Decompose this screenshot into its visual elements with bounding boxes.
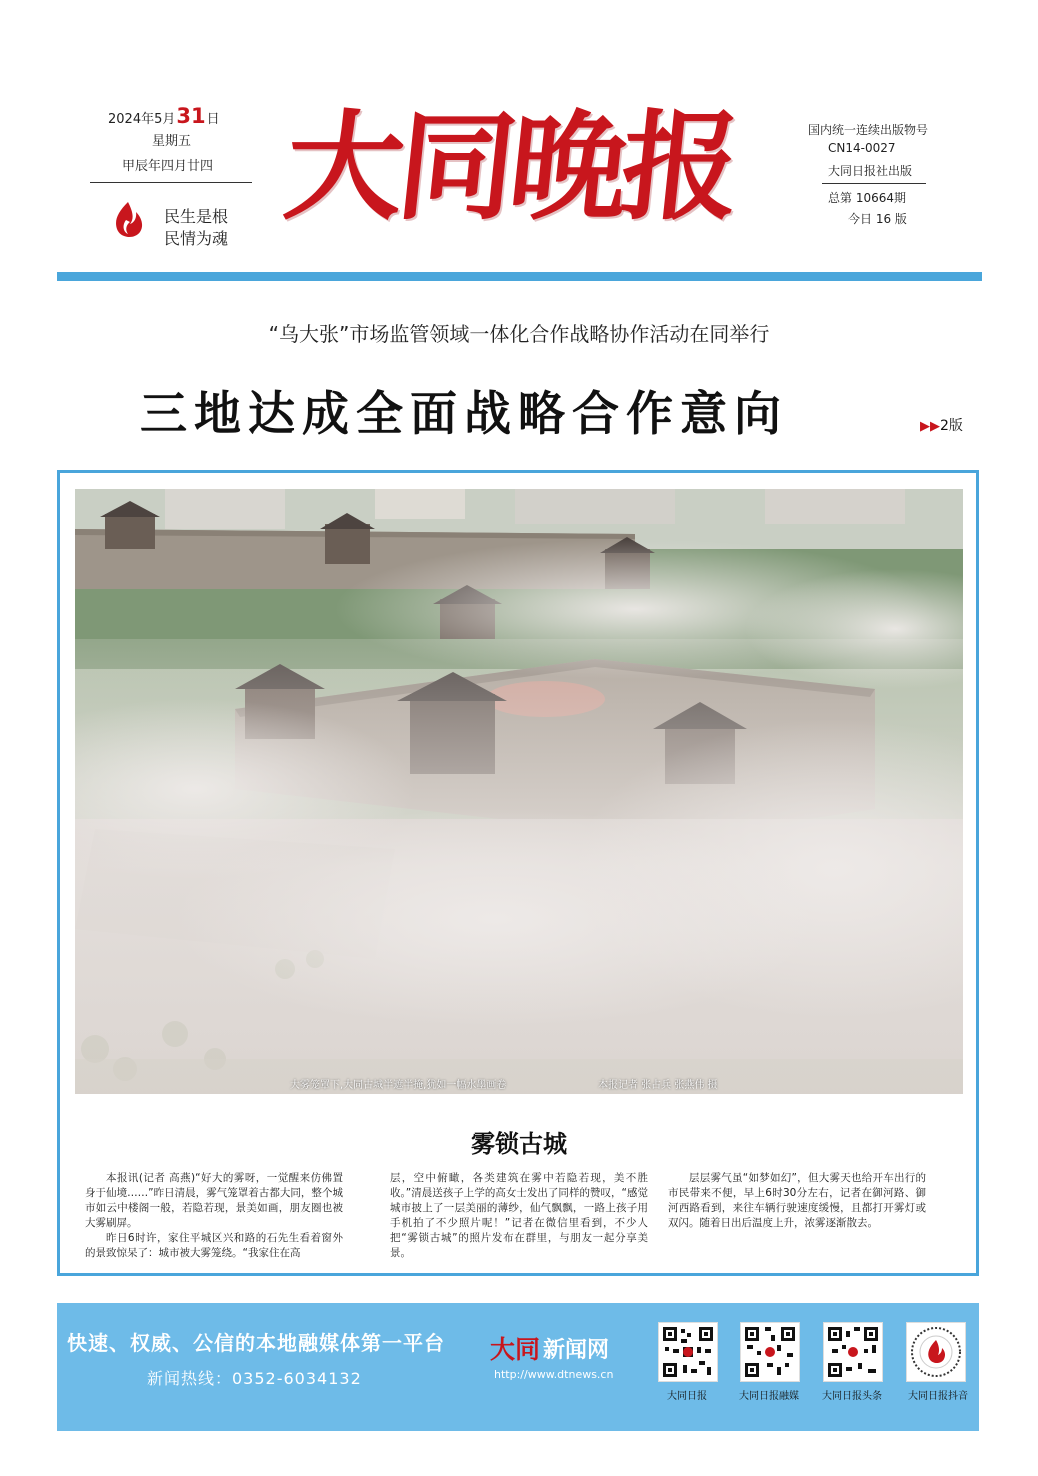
story-paragraph: 本报讯(记者 高燕)“好大的雾呀，一觉醒来仿佛置身于仙境……”昨日清晨，雾气笼罩着古都大同，整个城市如云中楼阁一般，若隐若现，景美如画，朋友圈也被大雾刷屏。: [85, 1172, 343, 1229]
douyin-qr-code-icon[interactable]: [906, 1322, 966, 1382]
photo-caption: 大雾笼罩下,大同古城半遮半掩,犹如一幅水墨画卷: [290, 1080, 507, 1091]
flame-logo-icon: [108, 198, 148, 242]
newspaper-title: 大同晚报: [278, 97, 742, 236]
lead-kicker: “乌大张”市场监管领域一体化合作战略协作活动在同举行: [268, 322, 770, 346]
story-column-1: [85, 1171, 343, 1261]
story-column-3: [668, 1171, 926, 1231]
qr-code-icon[interactable]: [823, 1322, 883, 1382]
qr-label: 大同日报抖音: [908, 1391, 968, 1402]
qr-label: 大同日报融媒: [739, 1391, 799, 1402]
news-hotline: 新闻热线：0352-6034132: [147, 1369, 362, 1388]
page-count: 今日 16 版: [848, 212, 907, 226]
double-arrow-icon: ▶▶: [920, 419, 940, 434]
weekday: 星期五: [152, 134, 192, 149]
photo-credit: 本报记者 张占兵 张燕伟 摄: [598, 1080, 718, 1091]
publisher: 大同日报社出版: [828, 164, 913, 178]
foggy-ancient-city-photo: [75, 489, 963, 1094]
brand-logo-white: 新闻网: [543, 1338, 610, 1363]
website-link[interactable]: http://www.dtnews.cn: [494, 1368, 614, 1381]
date-suffix: 日: [206, 112, 220, 127]
story-column-2: [390, 1171, 648, 1261]
divider: [90, 182, 252, 183]
jump-page: 2版: [940, 418, 963, 434]
banner-slogan: 快速、权威、公信的本地融媒体第一平台: [67, 1331, 445, 1355]
lead-headline: 三地达成全面战略合作意向: [140, 387, 788, 442]
date-prefix: 2024年5月: [108, 112, 176, 127]
story-title: 雾锁古城: [471, 1130, 567, 1158]
divider: [822, 183, 926, 184]
qr-code-icon[interactable]: [740, 1322, 800, 1382]
page-jump-link[interactable]: [920, 415, 963, 435]
qr-code-icon[interactable]: [658, 1322, 718, 1382]
brand-logo-red: 大同: [490, 1335, 541, 1364]
date-day: 31: [176, 104, 206, 128]
masthead-bar: [57, 272, 982, 281]
story-paragraph: 层层雾气虽“如梦如幻”，但大雾天也给开车出行的市民带来不便，早上6时30分左右，记者在御河路、御河西路看到，来往车辆行驶速度缓慢，且都打开雾灯或双闪。随着日出后温度上升，浓雾逐渐散去。: [668, 1172, 926, 1229]
issue-number: 总第 10664期: [828, 191, 906, 205]
slogan-line-1: 民生是根: [164, 207, 229, 226]
qr-label: 大同日报头条: [822, 1391, 882, 1402]
story-paragraph: 昨日6时许，家住平城区兴和路的石先生看着窗外的景致惊呆了：城市被大雾笼绕。“我家住在高: [85, 1232, 343, 1259]
story-paragraph: 层，空中俯瞰，各类建筑在雾中若隐若现，美不胜收。”清晨送孩子上学的高女士发出了同样的赞叹，“感觉城市披上了一层美丽的薄纱，仙气飘飘，一路上孩子用手机拍了不少照片呢！”记者在微信里看到，不少人把“雾锁古城”的照片发布在群里，与朋友一起分享美景。: [390, 1172, 648, 1259]
qr-label: 大同日报: [667, 1391, 707, 1402]
pub-registration-label: 国内统一连续出版物号: [808, 123, 929, 137]
slogan-line-2: 民情为魂: [164, 229, 229, 248]
pub-registration-number: CN14-0027: [828, 141, 896, 155]
lunar-date: 甲辰年四月廿四: [122, 159, 214, 174]
issue-date: [108, 104, 220, 128]
ancient-city-illustration: [75, 489, 963, 1094]
